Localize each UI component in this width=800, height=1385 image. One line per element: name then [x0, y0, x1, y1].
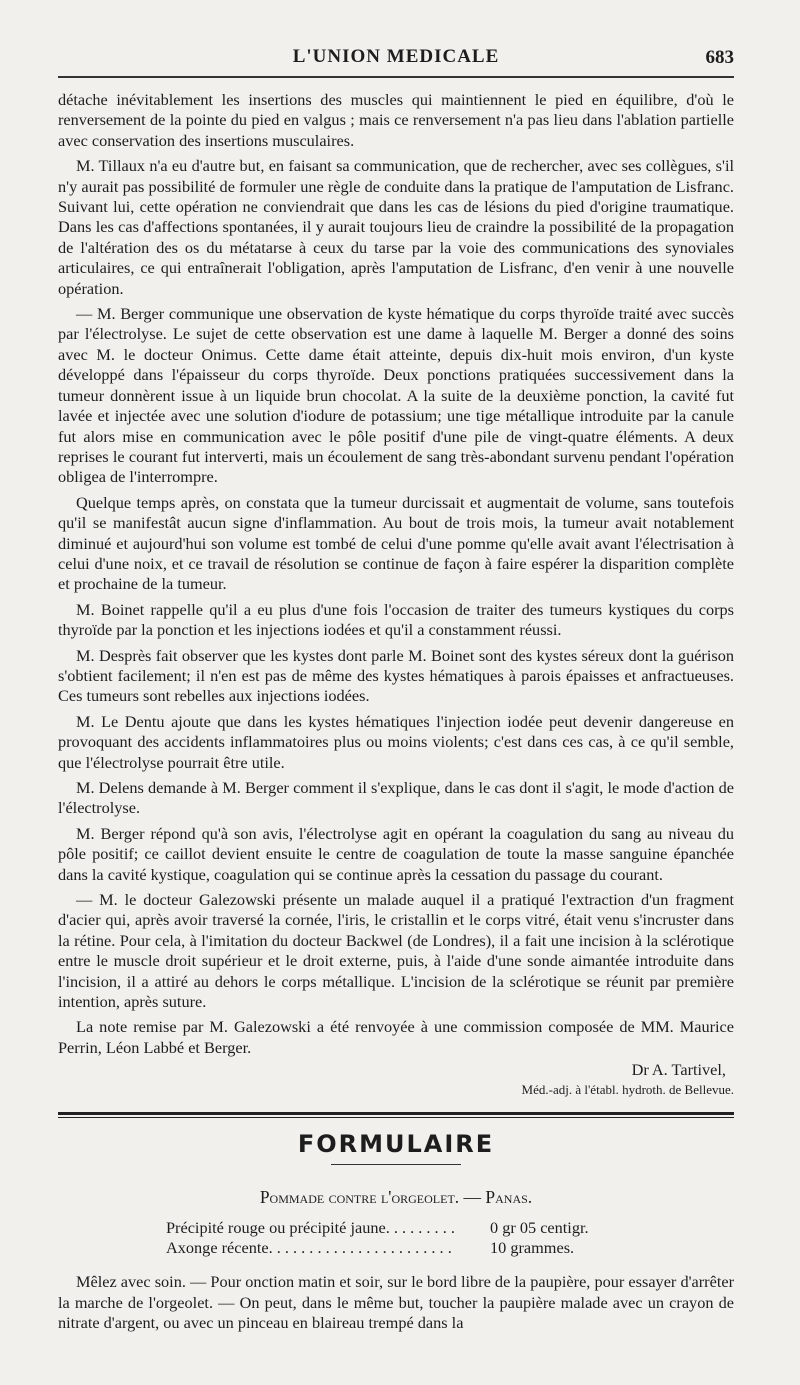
recipe-instructions: Mêlez avec soin. — Pour onction matin et soir, sur le bord libre de la paupière, pour essayer d'arrêter la marche de l'orgeolet. — On peut, dans le même but, toucher la paupière malade avec un crayon de nitrate d'argent, ou avec un pinceau en blaireau trempé dans la: [58, 1272, 734, 1333]
ingredient-row: [166, 1238, 626, 1258]
paragraph: détache inévitablement les insertions des muscles qui maintiennent le pied en équilibre, d'où le renversement de la pointe du pied en valgus ; mais ce renversement n'a pas lieu dans l'ablation partielle avec conservation des insertions musculaires.: [58, 90, 734, 150]
ingredient-row: [166, 1218, 626, 1238]
paragraph: La note remise par M. Galezowski a été renvoyée à une commission composée de MM. Maurice Perrin, Léon Labbé et Berger.: [58, 1017, 734, 1057]
ingredient-list: [166, 1218, 626, 1258]
paragraph: — M. le docteur Galezowski présente un malade auquel il a pratiqué l'extraction d'un fragment d'acier qui, après avoir traversé la cornée, l'iris, le cristallin et le corps vitré, était venu s'incruster dans la rétine. Pour cela, à l'imitation du docteur Backwel (de Londres), il a fait une incision à la sclérotique entre le muscle droit supérieur et le droit externe, puis, à l'aide d'une sonde aimantée introduite dans l'incision, il a attiré au dehors le corps métallique. L'incision de la sclérotique se réunit par première intention, après suture.: [58, 890, 734, 1012]
ingredient-name: Axonge récente. . . . . . . . . . . . . . . . . . . . . . .: [166, 1238, 452, 1258]
journal-page: [58, 38, 734, 1334]
running-header: [58, 38, 734, 72]
paragraph: M. Tillaux n'a eu d'autre but, en faisant sa communication, que de rechercher, avec ses collègues, s'il n'y aurait pas possibilité de formuler une règle de conduite dans la pratique de l'amputation de Lisfranc. Suivant lui, cette opération ne conviendrait que dans les cas de lésions du pied d'origine traumatique. Dans les cas d'affections spontanées, il y aurait toujours lieu de craindre la possibilité de la propagation de l'altération des os du métatarse à ceux du tarse par la voie des communications des synoviales articulaires, ce qui entraînerait l'obligation, après l'amputation de Lisfranc, d'en venir à une nouvelle opération.: [58, 156, 734, 298]
author-signature: Dr A. Tartivel,: [631, 1060, 726, 1080]
paragraph: M. Le Dentu ajoute que dans les kystes hématiques l'injection iodée peut devenir dangereuse en provoquant des accidents inflammatoires plus ou moins violents; c'est dans ces cas, à ce qu'il semble, que l'électrolyse pourrait être utile.: [58, 711, 734, 772]
page-number: 683: [705, 47, 734, 68]
paragraph: M. Berger répond qu'à son avis, l'électrolyse agit en opérant la coagulation du sang au niveau du pôle positif; ce caillot devient ensuite le centre de coagulation de toute la masse sanguine épanchée dans la cavité kystique, coagulation qui se continue après la cessation du passage du courant.: [58, 823, 734, 884]
ingredient-name: Précipité rouge ou précipité jaune. . . . . . . . .: [166, 1218, 455, 1238]
section-divider: [58, 1112, 734, 1118]
paragraph: M. Desprès fait observer que les kystes dont parle M. Boinet sont des kystes séreux dont la guérison s'obtient facilement; il n'en est pas de même des kystes hématiques à parois épaisses et anfractueuses. Ces tumeurs sont rebelles aux injections iodées.: [58, 645, 734, 706]
paragraph: — M. Berger communique une observation de kyste hématique du corps thyroïde traité avec succès par l'électrolyse. Le sujet de cette observation est une dame à laquelle M. Berger a donné des soins avec M. le docteur Onimus. Cette dame était atteinte, depuis dix-huit mois environ, d'un kyste développé dans l'épaisseur du corps thyroïde. Deux ponctions pratiquées successivement dans la tumeur donnèrent issue à un liquide brun chocolat. A la suite de la deuxième ponction, la cavité fut lavée et injectée avec une solution d'iodure de potassium; une tige métallique introduite par la canule fut alors mise en communication avec le pôle positif d'une pile de vingt-quatre éléments. A deux reprises le courant fut interverti, mais un écoulement de sang très-abondant survenu pendant l'opération obligea de l'interrompre.: [58, 304, 734, 487]
recipe-title: Pommade contre l'orgeolet. — Panas.: [259, 1187, 533, 1208]
header-rule: [58, 76, 734, 78]
author-affiliation: Méd.-adj. à l'établ. hydroth. de Bellevue.: [521, 1082, 734, 1098]
title-underline: [331, 1164, 461, 1165]
paragraph: M. Boinet rappelle qu'il a eu plus d'une fois l'occasion de traiter des tumeurs kystiques du corps thyroïde par la ponction et les injections iodées et qu'il a constamment réussi.: [58, 599, 734, 640]
journal-title: L'UNION MEDICALE: [292, 46, 500, 67]
paragraph: M. Delens demande à M. Berger comment il s'explique, dans le cas dont il s'agit, le mode d'action de l'électrolyse.: [58, 778, 734, 818]
ingredient-quantity: 0 gr 05 centigr.: [490, 1218, 589, 1238]
ingredient-quantity: 10 grammes.: [490, 1238, 575, 1258]
section-title: FORMULAIRE: [297, 1130, 495, 1159]
article-body: [58, 90, 734, 1058]
spacer: [58, 1258, 734, 1272]
paragraph: Quelque temps après, on constata que la tumeur durcissait et augmentait de volume, sans toutefois qu'il se manifestât aucun signe d'inflammation. Au bout de trois mois, la tumeur avait notablement diminué et aujourd'hui son volume est tombé de celui d'une pomme qu'elle avait avant l'électrisation à celui d'une noix, et ce travail de résolution se continue de façon à faire espérer la disparition complète et prochaine de la tumeur.: [58, 492, 734, 594]
